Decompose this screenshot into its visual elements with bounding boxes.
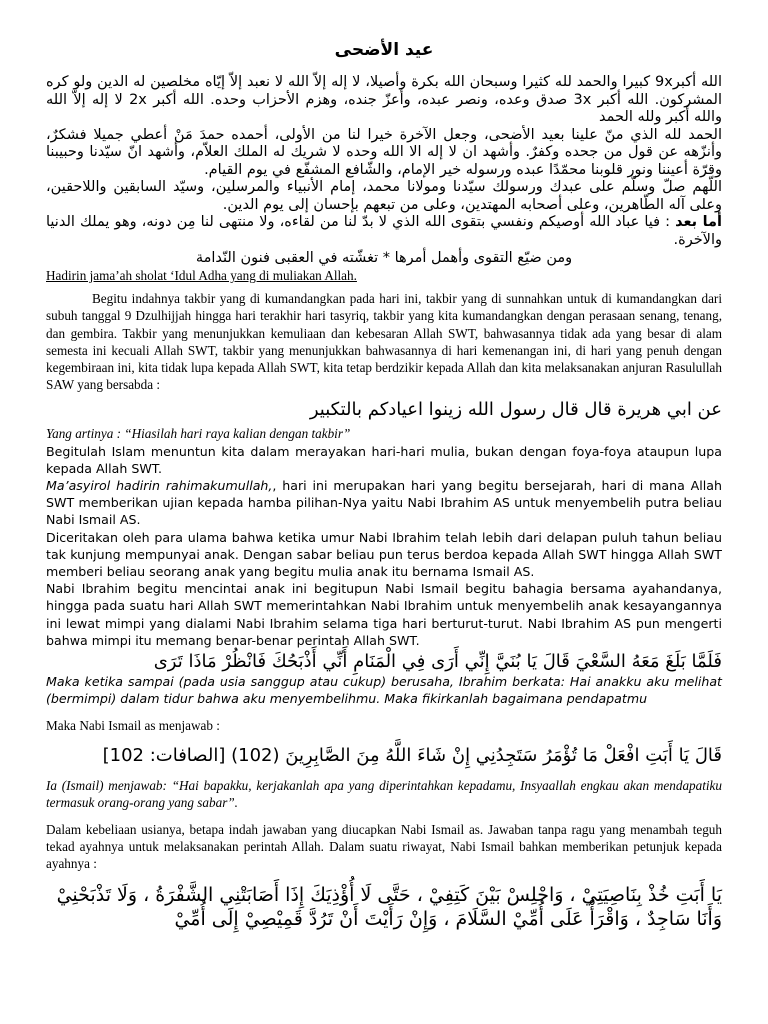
ayah-arabic-1: فَلَمَّا بَلَغَ مَعَهُ السَّعْيَ قَالَ يَا بُنَيَّ إِنِّي أَرَى فِي الْمَنَامِ أَنِّي أَذْبَحُكَ فَانْظُرْ مَاذَا تَرَى [153,651,722,673]
ayah-arabic-2: قَالَ يَا أَبَتِ افْعَلْ مَا تُؤْمَرُ سَتَجِدُنِي إِنْ شَاءَ اللَّهُ مِنَ الصَّابِرِينَ (102) [الصافات: 102] [102,744,722,766]
ayah-translation-1: Maka ketika sampai (pada usia sanggup atau cukup) berusaha, Ibrahim berkata: Hai anakku aku melihat (bermimpi) dalam tidur bahwa aku menyembelihmu. Maka fikirkanlah bagaimana pendapatmu [46,674,722,707]
opening-hamdalah-paragraph: الحمد لله الذي منّ علينا بعيد الأضحى، وجعل الآخرة خيرا لنا من الأولى، أحمده حمدَ مَنْ أعطي جميلا فشكرٌ، وأنزّهه عن قول من جحده وكفرٌ. وأشهد ان لا إله الا الله وحده لا شريك له الملك العلاّم، وأشهد انّ سيّدنا وحبيبنا وقرّة أعيننا ونور قلوبنا محمّدًا عبده ورسوله خير الإمام، والشّافع المشفّع في يوم القيام. [46,126,722,178]
ismail-intro: Maka Nabi Ismail as menjawab : [46,718,220,734]
opening-amma-badu-paragraph [46,214,722,249]
opening-takbir-paragraph: الله أكبر9x كبيرا والحمد لله كثيرا وسبحان الله بكرة وأصيلا، لا إله إلاّ الله لا نعبد إلاّ إيّاه مخلصين له الدين ولو كره المشركون. الله أكبر 3x صدق وعده، ونصر عبده، وأعزّ جنده، وهزم الأحزاب وحده. الله أكبر 2x لا إله إلاّ الله والله أكبر ولله الحمد [46,74,722,125]
paragraph-maasyirol [46,477,722,529]
final-arabic-passage: يَا أَبَتِ خُذْ بِنَاصِيَتِيْ ، وَاجْلِسْ بَيْنَ كَتِفِيْ ، حَتَّى لَا أُؤْذِيَكَ إِذَا أَصَابَتْنِي الشَّفْرَةُ ، وَلَا تَذْبَحْنِيْ وَأَنَا سَاجِدٌ ، وَاقْرَأْ عَلَى أُمِّيْ السَّلَامَ ، وَإِنْ رَأَيْتَ أَنْ تَرُدَّ قَمِيْصِيْ إِلَى أُمِّيْ [56,883,722,930]
paragraph-ulama-story: Diceritakan oleh para ulama bahwa ketika umur Nabi Ibrahim telah lebih dari delapan puluh tahun beliau tak kunjung mempunyai anak. Dengan sabar beliau pun terus berdoa kepada Allah SWT hingga Allah SWT memberi beliau seorang anak yang begitu mulia anak itu bernama Ismail AS. [46,529,722,580]
hadith-arabic: عن ابي هريرة قال قال رسول الله زينوا اعيادكم بالتكبير [309,399,722,421]
hadith-translation: Yang artinya : “Hiasilah hari raya kalian dengan takbir” [46,426,351,442]
ayah-translation-2: Ia (Ismail) menjawab: “Hai bapakku, kerjakanlah apa yang diperintahkan kepadamu, Insyaallah engkau akan mendapatiku termasuk orang-orang yang sabar”. [46,777,722,810]
maasyirol-text: , hari ini merupakan hari yang begitu bersejarah, hari di mana Allah SWT memberikan ujian kepada hamba pilihan-Nya yaitu Nabi Ibrahim AS untuk menyembelih putra beliau Nabi Ismail AS. [46,478,722,528]
paragraph-takbir: Begitu indahnya takbir yang di kumandangkan pada hari ini, takbir yang di sunnahkan untuk di kumandangkan dari subuh tanggal 9 Dzulhijjah hingga hari terakhir hari tasyriq, takbir yang kita kumandangkan dengan perasaan senang, tenang, dan gembira. Takbir yang menunjukkan kemuliaan dan kebesaran Allah SWT, bahwasannya tidak ada yang besar di alam semesta ini kecuali Allah SWT, takbir yang menunjukkan bahwasannya di hari kemenangan ini, di hari yang penuh dengan kegembiraan ini, kita tidak lupa kepada Allah SWT, kita tetap berdzikir kepada Allah dan kita melaksanakan anjuran Rasulullah SAW yang bersabda : [46,291,722,393]
opening-shalawat-paragraph: اللّهم صلّ وسلّم على عبدك ورسولك سيّدنا ومولانا محمد، إمام الأنبياء والمرسلين، وسيّد السابقين واللاحقين، وعلى آله الطّاهرين، وعلى أصحابه المهتدين، وعلى من تبعهم بإحسان إلى يوم الدين. [46,179,722,213]
amma-badu-label: أما بعد [675,214,723,230]
amma-badu-text: : فيا عباد الله أوصيكم ونفسي بتقوى الله الذي لا بدّ لنا من لقاءه، ولا منتهى لنا مِن دونه، وهو يملك الدنيا والآخرة. [46,214,722,248]
paragraph-ibrahim-dream: Nabi Ibrahim begitu mencintai anak ini begitupun Nabi Ismail begitu bahagia bersama ayahandanya, hingga pada suatu hari Allah SWT memerintahkan Nabi Ibrahim untuk menyembelih anak kesayangannya ini lewat mimpi yang dialami Nabi Ibrahim selama tiga hari berturut-turut. Nabi Ibrahim AS pun mengerti bahwa mimpi itu memang benar-benar perintah Allah SWT. [46,581,722,648]
opening-verse: ومن ضيّع التقوى وأهمل أمرها * تغشّته في العقبى فنون النّدامة [195,250,573,266]
page-title: عيد الأضحى [334,40,434,60]
maasyirol-lead: Ma’asyirol hadirin rahimakumullah, [46,478,273,494]
paragraph-ismail-answer: Dalam kebeliaan usianya, betapa indah jawaban yang diucapkan Nabi Ismail as. Jawaban tanpa ragu yang menambah teguh tekad ayahnya untuk melaksanakan perintah Allah. Dalam suatu riwayat, Nabi Ismail bahkan memberikan petunjuk kepada ayahnya : [46,822,722,872]
paragraph-islam-guidance: Begitulah Islam menuntun kita dalam merayakan hari-hari mulia, bukan dengan foya-foya ataupun lupa kepada Allah SWT. [46,443,722,476]
hadirin-heading: Hadirin jama’ah sholat ‘Idul Adha yang di muliakan Allah. [46,268,357,283]
